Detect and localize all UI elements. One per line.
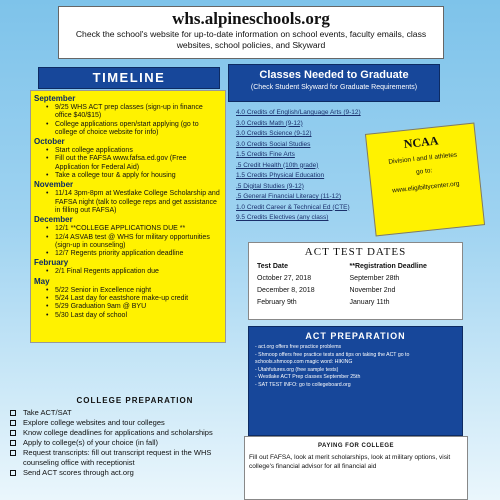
graduation-requirement-link[interactable]: .5 General Financial Literacy (11-12) — [236, 193, 342, 200]
timeline-month: May — [34, 276, 50, 286]
website-header-box — [58, 6, 444, 59]
timeline-event — [34, 155, 221, 172]
act-registration-deadline: September 28th — [349, 274, 400, 282]
act-prep-title: ACT PREPARATION — [305, 331, 406, 341]
ncaa-line2: go to: — [415, 167, 433, 176]
college-prep-item-text: Request transcripts: fill out transcript request in the WHS counseling office with receptionist — [23, 448, 212, 467]
college-prep-item — [10, 428, 234, 438]
graduation-requirement-link[interactable]: .5 Digital Studies (9-12) — [236, 182, 304, 190]
college-prep-item — [10, 468, 234, 478]
timeline-event-text: 5/24 Last day for eastshore make-up credit — [55, 295, 189, 303]
timeline-event — [34, 312, 221, 320]
bullet-icon: • — [46, 155, 49, 163]
timeline-event — [34, 104, 221, 121]
checkbox-icon[interactable] — [10, 420, 16, 426]
timeline-event — [34, 147, 221, 155]
bullet-icon: • — [46, 104, 49, 111]
timeline-panel — [30, 90, 226, 343]
college-prep-item-text: Take ACT/SAT — [23, 408, 72, 417]
checkbox-icon[interactable] — [10, 410, 16, 416]
timeline-event-text: Take a college tour & apply for housing — [55, 172, 176, 180]
checkbox-icon[interactable] — [10, 430, 16, 436]
college-prep-item — [10, 418, 234, 428]
act-test-date: October 27, 2018 — [257, 274, 312, 282]
act-test-date: December 8, 2018 — [257, 286, 315, 294]
checkbox-icon[interactable] — [10, 470, 16, 476]
graduation-requirement-link[interactable]: 1.5 Credits Physical Education — [236, 172, 325, 179]
checkbox-icon[interactable] — [10, 440, 16, 446]
graduation-requirement-link[interactable]: .5 Credit Health (10th grade) — [236, 161, 319, 169]
bullet-icon: • — [46, 172, 49, 180]
timeline-event — [34, 250, 221, 258]
timeline-event — [34, 234, 221, 251]
graduation-subtitle: (Check Student Skyward for Graduate Requirements) — [250, 84, 418, 91]
act-test-date: February 9th — [257, 298, 297, 306]
graduation-title: Classes Needed to Graduate — [259, 69, 409, 81]
bullet-icon: • — [46, 303, 49, 311]
ncaa-line1: Division I and II athletes — [388, 151, 458, 166]
timeline-event — [34, 268, 221, 276]
timeline-event-text: College applications open/start applying (go to college of choice website for info) — [55, 120, 199, 136]
act-prep-item: - SAT TEST INFO: go to collegeboard.org — [255, 381, 351, 388]
act-prep-item: - Westlake ACT Prep classes September 25th — [255, 374, 361, 381]
school-website-url[interactable]: whs.alpineschools.org — [172, 9, 330, 28]
graduation-requirement-link[interactable]: 3.0 Credits Science (9-12) — [236, 130, 312, 137]
timeline-month: November — [34, 180, 74, 190]
college-prep-title: COLLEGE PREPARATION — [76, 396, 194, 405]
timeline-month: February — [34, 258, 69, 268]
ncaa-title: NCAA — [403, 133, 440, 151]
timeline-event-text: 12/7 Regents priority application deadline — [55, 250, 184, 258]
bullet-icon: • — [46, 295, 49, 303]
timeline-month: October — [34, 137, 65, 147]
graduation-header — [228, 64, 440, 102]
graduation-requirement-link[interactable]: 9.5 Credits Electives (any class) — [236, 214, 329, 221]
timeline-event-text: Fill out the FAFSA www.fafsa.ed.gov (Free Application for Federal Aid) — [55, 155, 187, 171]
timeline-event-text: 9/25 WHS ACT prep classes (sign-up in finance office $40/$15) — [55, 104, 203, 120]
act-preparation-box — [248, 326, 463, 436]
act-registration-deadline: January 11th — [349, 298, 390, 306]
website-description: Check the school's website for up-to-date information on school events, faculty emails, class websites, school policies, and Skyward — [75, 29, 427, 50]
ncaa-url[interactable]: www.eligibiltycenter.org — [391, 180, 460, 195]
timeline-event-text: 11/14 3pm-8pm at Westlake College Scholarship and FAFSA night (talk to college reps and get assistance in filling out FAFSA) — [55, 190, 220, 214]
timeline-event — [34, 303, 221, 311]
bullet-icon: • — [46, 225, 49, 233]
bullet-icon: • — [46, 190, 49, 198]
timeline-month: December — [34, 215, 73, 225]
act-date-row — [249, 284, 462, 296]
bullet-icon: • — [46, 311, 49, 319]
bullet-icon: • — [46, 147, 49, 155]
timeline-event-text: 5/29 Graduation 9am @ BYU — [55, 303, 147, 311]
timeline-event-text: 5/22 Senior in Excellence night — [55, 286, 152, 294]
act-date-row — [249, 296, 462, 308]
timeline-title: TIMELINE — [38, 67, 220, 89]
graduation-requirement-link[interactable]: 1.0 Credit Career & Technical Ed (CTE) — [236, 203, 350, 211]
timeline-event-text: 2/1 Final Regents application due — [55, 268, 159, 276]
checkbox-icon[interactable] — [10, 450, 16, 456]
paying-text: Fill out FAFSA, look at merit scholarships, look at military options, visit college's financial advisor for all financial aid — [249, 454, 451, 470]
timeline-event-text: 12/1 **COLLEGE APPLICATIONS DUE ** — [55, 225, 186, 233]
bullet-icon: • — [46, 233, 49, 241]
graduation-requirement-link[interactable]: 3.0 Credits Math (9-12) — [236, 119, 303, 127]
timeline-event — [34, 121, 221, 138]
timeline-event — [34, 287, 221, 295]
act-prep-list — [255, 344, 456, 390]
ncaa-note — [365, 123, 485, 237]
act-prep-item: - Utahfutures.org (free sample tests) — [255, 366, 339, 373]
paying-for-college-box — [244, 436, 468, 500]
college-prep-item-text: Know college deadlines for applications and scholarships — [23, 428, 213, 437]
college-prep-item — [10, 448, 234, 468]
bullet-icon: • — [46, 250, 49, 258]
bullet-icon: • — [46, 120, 49, 128]
college-prep-item — [10, 438, 234, 448]
timeline-event-text: Start college applications — [55, 147, 133, 155]
timeline-event — [34, 225, 221, 233]
timeline-event — [34, 295, 221, 303]
paying-title: PAYING FOR COLLEGE — [317, 443, 394, 449]
college-prep-item-text: Apply to college(s) of your choice (in fall) — [23, 438, 159, 447]
graduation-requirement-link[interactable]: 1.5 Credits Fine Arts — [236, 151, 295, 158]
college-prep-item — [10, 408, 234, 418]
act-dates-table — [249, 260, 462, 308]
college-prep-item-text: Send ACT scores through act.org — [23, 468, 134, 477]
act-registration-deadline: November 2nd — [349, 286, 396, 294]
timeline-event — [34, 172, 221, 180]
college-prep-checklist — [0, 406, 240, 500]
act-prep-item: - act.org offers free practice problems — [255, 344, 342, 350]
act-dates-header-row — [249, 260, 462, 272]
col-registration-deadline: **Registration Deadline — [349, 262, 427, 270]
act-dates-title: ACT TEST DATES — [304, 246, 407, 258]
act-test-dates-box — [248, 242, 463, 320]
timeline-month: September — [34, 94, 76, 103]
bullet-icon: • — [46, 286, 49, 294]
act-prep-item: - Shmoop offers free practice tests and tips on taking the ACT go to schools.shmoop.com magic word: HIKING — [255, 351, 410, 366]
col-test-date: Test Date — [257, 262, 288, 270]
timeline-event-text: 12/4 ASVAB test @ WHS for military opportunities (sign-up in counseling) — [55, 233, 210, 249]
graduation-requirement-link[interactable]: 4.0 Credits of English/Language Arts (9-12) — [236, 109, 361, 116]
timeline-event — [34, 190, 221, 215]
act-date-row — [249, 272, 462, 284]
college-prep-item-text: Explore college websites and tour colleges — [23, 418, 165, 427]
bullet-icon: • — [46, 268, 49, 276]
timeline-event-text: 5/30 Last day of school — [55, 311, 127, 319]
graduation-requirement-link[interactable]: 3.0 Credits Social Studies — [236, 140, 311, 148]
